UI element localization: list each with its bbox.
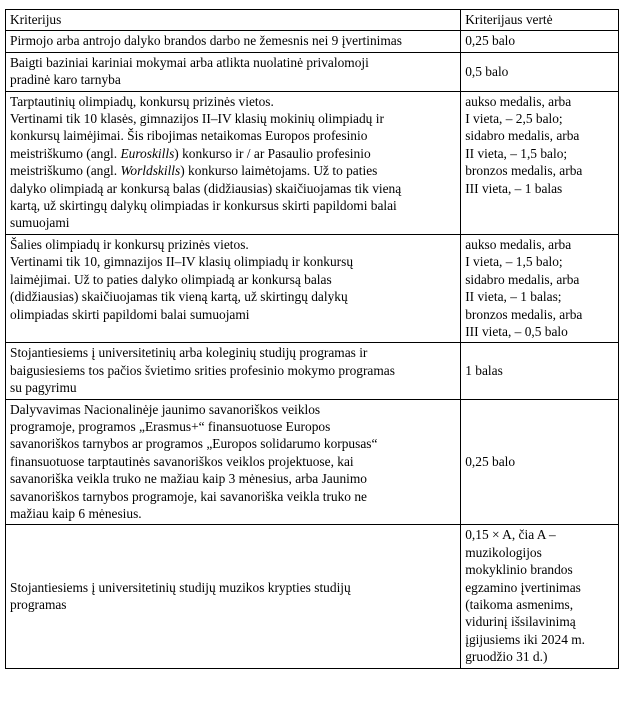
italic-term: Worldskills bbox=[120, 163, 181, 179]
criterion-line: olimpiadas skirti papildomi balai sumuojami bbox=[10, 306, 250, 322]
criterion-line bbox=[10, 162, 456, 179]
value-line: 1 balas bbox=[465, 362, 503, 378]
value-line: sidabro medalis, arba bbox=[465, 271, 580, 287]
criteria-table bbox=[5, 9, 619, 669]
criterion-cell bbox=[6, 91, 461, 234]
criterion-line: programas bbox=[10, 597, 67, 612]
table-row bbox=[6, 91, 619, 234]
value-line: bronzos medalis, arba bbox=[465, 163, 583, 179]
criterion-line: dalyko olimpiadą ar konkursą balas (didžiausias) skaičiuojamas tik vieną bbox=[10, 180, 402, 196]
value-cell bbox=[461, 31, 619, 52]
criterion-title: Tarptautinių olimpiadų, konkursų prizinės vietos. bbox=[10, 93, 274, 109]
table-row bbox=[6, 525, 619, 668]
criterion-line: Baigti baziniai kariniai mokymai arba atlikta nuolatinė privalomoji bbox=[10, 54, 369, 70]
table-row bbox=[6, 399, 619, 525]
criterion-cell bbox=[6, 343, 461, 399]
criterion-line: kartą, už skirtingų dalykų olimpiadas ir konkursus skirti papildomi balai bbox=[10, 198, 397, 214]
value-line: muzikologijos bbox=[465, 544, 542, 560]
value-line: I vieta, – 1,5 balo; bbox=[465, 254, 563, 270]
criterion-line: (didžiausias) skaičiuojamas tik vieną kartą, už skirtingų dalykų bbox=[10, 289, 348, 305]
value-line: 0,15 × A, čia A – bbox=[465, 527, 556, 543]
criterion-cell bbox=[6, 234, 461, 342]
value-line: II vieta, – 1 balas; bbox=[465, 289, 562, 305]
table-row bbox=[6, 31, 619, 52]
criterion-line: Dalyvavimas Nacionalinėje jaunimo savanoriškos veiklos bbox=[10, 401, 321, 417]
value-line: II vieta, – 1,5 balo; bbox=[465, 145, 568, 161]
value-line: aukso medalis, arba bbox=[465, 236, 572, 252]
value-cell bbox=[461, 234, 619, 342]
value-cell bbox=[461, 525, 619, 668]
criterion-line: su pagyrimu bbox=[10, 380, 77, 396]
italic-term: Euroskills bbox=[120, 145, 175, 161]
table-row bbox=[6, 52, 619, 91]
value-line: vidurinį išsilavinimą bbox=[465, 614, 576, 630]
criterion-line: Stojantiesiems į universitetinių studijų muzikos krypties studijų bbox=[10, 579, 351, 595]
text-run: ) konkurso laimėtojams. Už to paties bbox=[180, 163, 378, 179]
criterion-cell bbox=[6, 399, 461, 525]
table-header-row bbox=[6, 10, 619, 31]
criterion-cell bbox=[6, 31, 461, 52]
value-line: bronzos medalis, arba bbox=[465, 306, 583, 322]
criterion-line: Pirmojo arba antrojo dalyko brandos darbo ne žemesnis nei 9 įvertinimas bbox=[10, 33, 402, 49]
value-cell bbox=[461, 91, 619, 234]
header-criterion: Kriterijus bbox=[6, 10, 461, 31]
value-line: aukso medalis, arba bbox=[465, 93, 572, 109]
criterion-line: savanoriškos tarnybos ar programos „Europos solidarumo korpusas“ bbox=[10, 436, 378, 452]
criterion-line: pradinė karo tarnyba bbox=[10, 72, 121, 88]
value-line: I vieta, – 2,5 balo; bbox=[465, 111, 563, 127]
header-value: Kriterijaus vertė bbox=[461, 10, 619, 31]
criterion-title: Šalies olimpiadų ir konkursų prizinės vietos. bbox=[10, 236, 249, 252]
value-line: egzamino įvertinimas bbox=[465, 579, 581, 595]
value-line: 0,5 balo bbox=[465, 63, 509, 79]
criterion-line: laimėjimai. Už to paties dalyko olimpiadą ar konkursą balas bbox=[10, 271, 332, 287]
criterion-line bbox=[10, 145, 456, 162]
criterion-line: sumuojami bbox=[10, 215, 70, 231]
value-line: sidabro medalis, arba bbox=[465, 128, 580, 144]
criterion-line: baigusiesiems tos pačios švietimo srities profesinio mokymo programas bbox=[10, 362, 395, 378]
criterion-cell bbox=[6, 525, 461, 668]
criterion-line: Vertinami tik 10 klasės, gimnazijos II–IV klasių mokinių olimpiadų ir bbox=[10, 111, 384, 127]
criterion-line: Vertinami tik 10, gimnazijos II–IV klasių olimpiadų ir konkursų bbox=[10, 254, 354, 270]
value-line: 0,25 balo bbox=[465, 33, 516, 49]
criterion-line: savanoriška veikla truko ne mažiau kaip 3 mėnesius, arba Jaunimo bbox=[10, 471, 367, 487]
value-line: mokyklinio brandos bbox=[465, 562, 573, 578]
value-line: III vieta, – 0,5 balo bbox=[465, 323, 568, 339]
value-cell bbox=[461, 343, 619, 399]
criterion-line: Stojantiesiems į universitetinių arba koleginių studijų programas ir bbox=[10, 345, 368, 361]
criterion-line: finansuotuose tarptautinės savanoriškos veiklos projektuose, kai bbox=[10, 453, 354, 469]
criterion-line: konkursų laimėjimai. Šis ribojimas netaikomas Europos profesinio bbox=[10, 128, 368, 144]
value-line: III vieta, – 1 balas bbox=[465, 180, 563, 196]
value-line: 0,25 balo bbox=[465, 453, 516, 469]
value-cell bbox=[461, 52, 619, 91]
text-run: ) konkurso ir / ar Pasaulio profesinio bbox=[174, 145, 371, 161]
criterion-line: savanoriškos tarnybos programoje, kai savanoriška veikla truko ne bbox=[10, 488, 367, 504]
criterion-line: mažiau kaip 6 mėnesius. bbox=[10, 505, 142, 521]
value-line: (taikoma asmenims, bbox=[465, 597, 574, 612]
table-row bbox=[6, 343, 619, 399]
value-line: gruodžio 31 d.) bbox=[465, 649, 548, 665]
text-run: meistriškumo (angl. bbox=[10, 145, 121, 161]
value-cell bbox=[461, 399, 619, 525]
text-run: meistriškumo (angl. bbox=[10, 163, 121, 179]
table-row bbox=[6, 234, 619, 342]
criterion-cell bbox=[6, 52, 461, 91]
criterion-line: programoje, programos „Erasmus+“ finansuotuose Europos bbox=[10, 418, 331, 434]
value-line: įgijusiems iki 2024 m. bbox=[465, 631, 585, 647]
